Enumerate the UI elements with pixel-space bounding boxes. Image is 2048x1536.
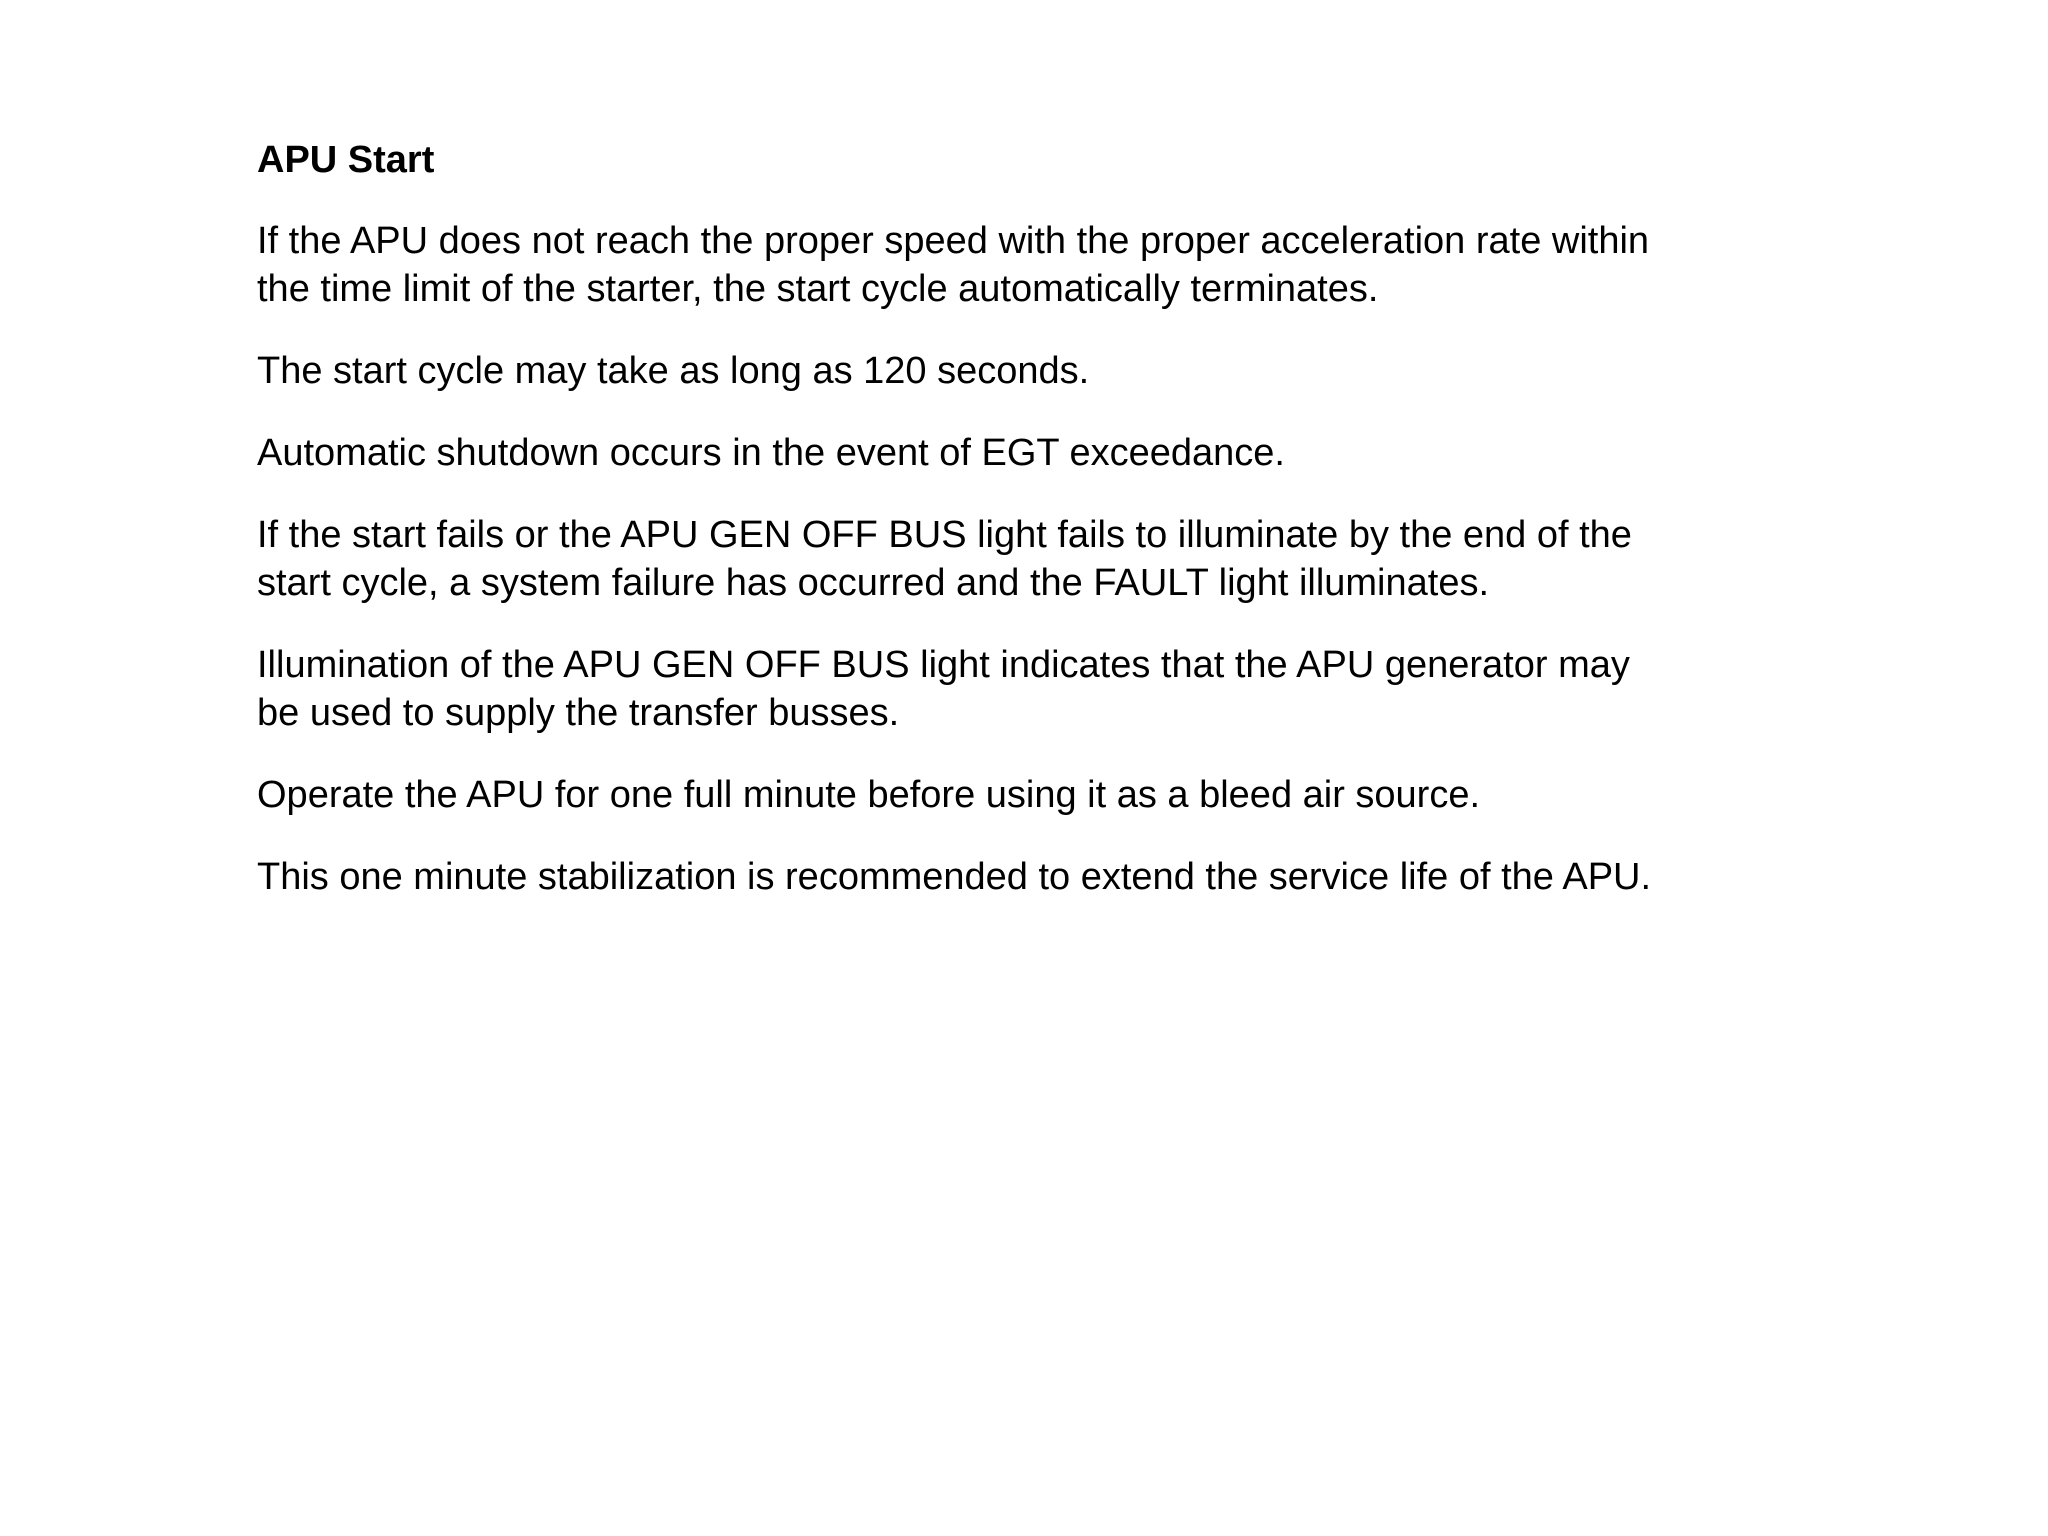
paragraph-5 xyxy=(257,641,1797,737)
paragraph-line: the time limit of the starter, the start cycle automatically terminates. xyxy=(257,268,1379,310)
paragraph-line: This one minute stabilization is recommended to extend the service life of the APU. xyxy=(257,856,1652,898)
paragraph-1 xyxy=(257,217,1797,313)
paragraph-line: start cycle, a system failure has occurred and the FAULT light illuminates. xyxy=(257,562,1490,604)
paragraph-line: The start cycle may take as long as 120 seconds. xyxy=(257,350,1090,392)
paragraph-line: Operate the APU for one full minute before using it as a bleed air source. xyxy=(257,774,1481,816)
document-title: APU Start xyxy=(257,139,435,181)
paragraph-line: Automatic shutdown occurs in the event of EGT exceedance. xyxy=(257,432,1285,474)
paragraph-7 xyxy=(257,853,1797,901)
paragraph-3 xyxy=(257,429,1797,477)
paragraph-line: be used to supply the transfer busses. xyxy=(257,692,900,734)
paragraph-6 xyxy=(257,771,1797,819)
paragraph-line: Illumination of the APU GEN OFF BUS light indicates that the APU generator may xyxy=(257,644,1630,686)
paragraph-line: If the APU does not reach the proper speed with the proper acceleration rate within xyxy=(257,220,1650,262)
paragraph-4 xyxy=(257,511,1797,607)
document-page xyxy=(257,136,1797,935)
paragraph-line: If the start fails or the APU GEN OFF BUS light fails to illuminate by the end of the xyxy=(257,514,1632,556)
paragraph-2 xyxy=(257,347,1797,395)
